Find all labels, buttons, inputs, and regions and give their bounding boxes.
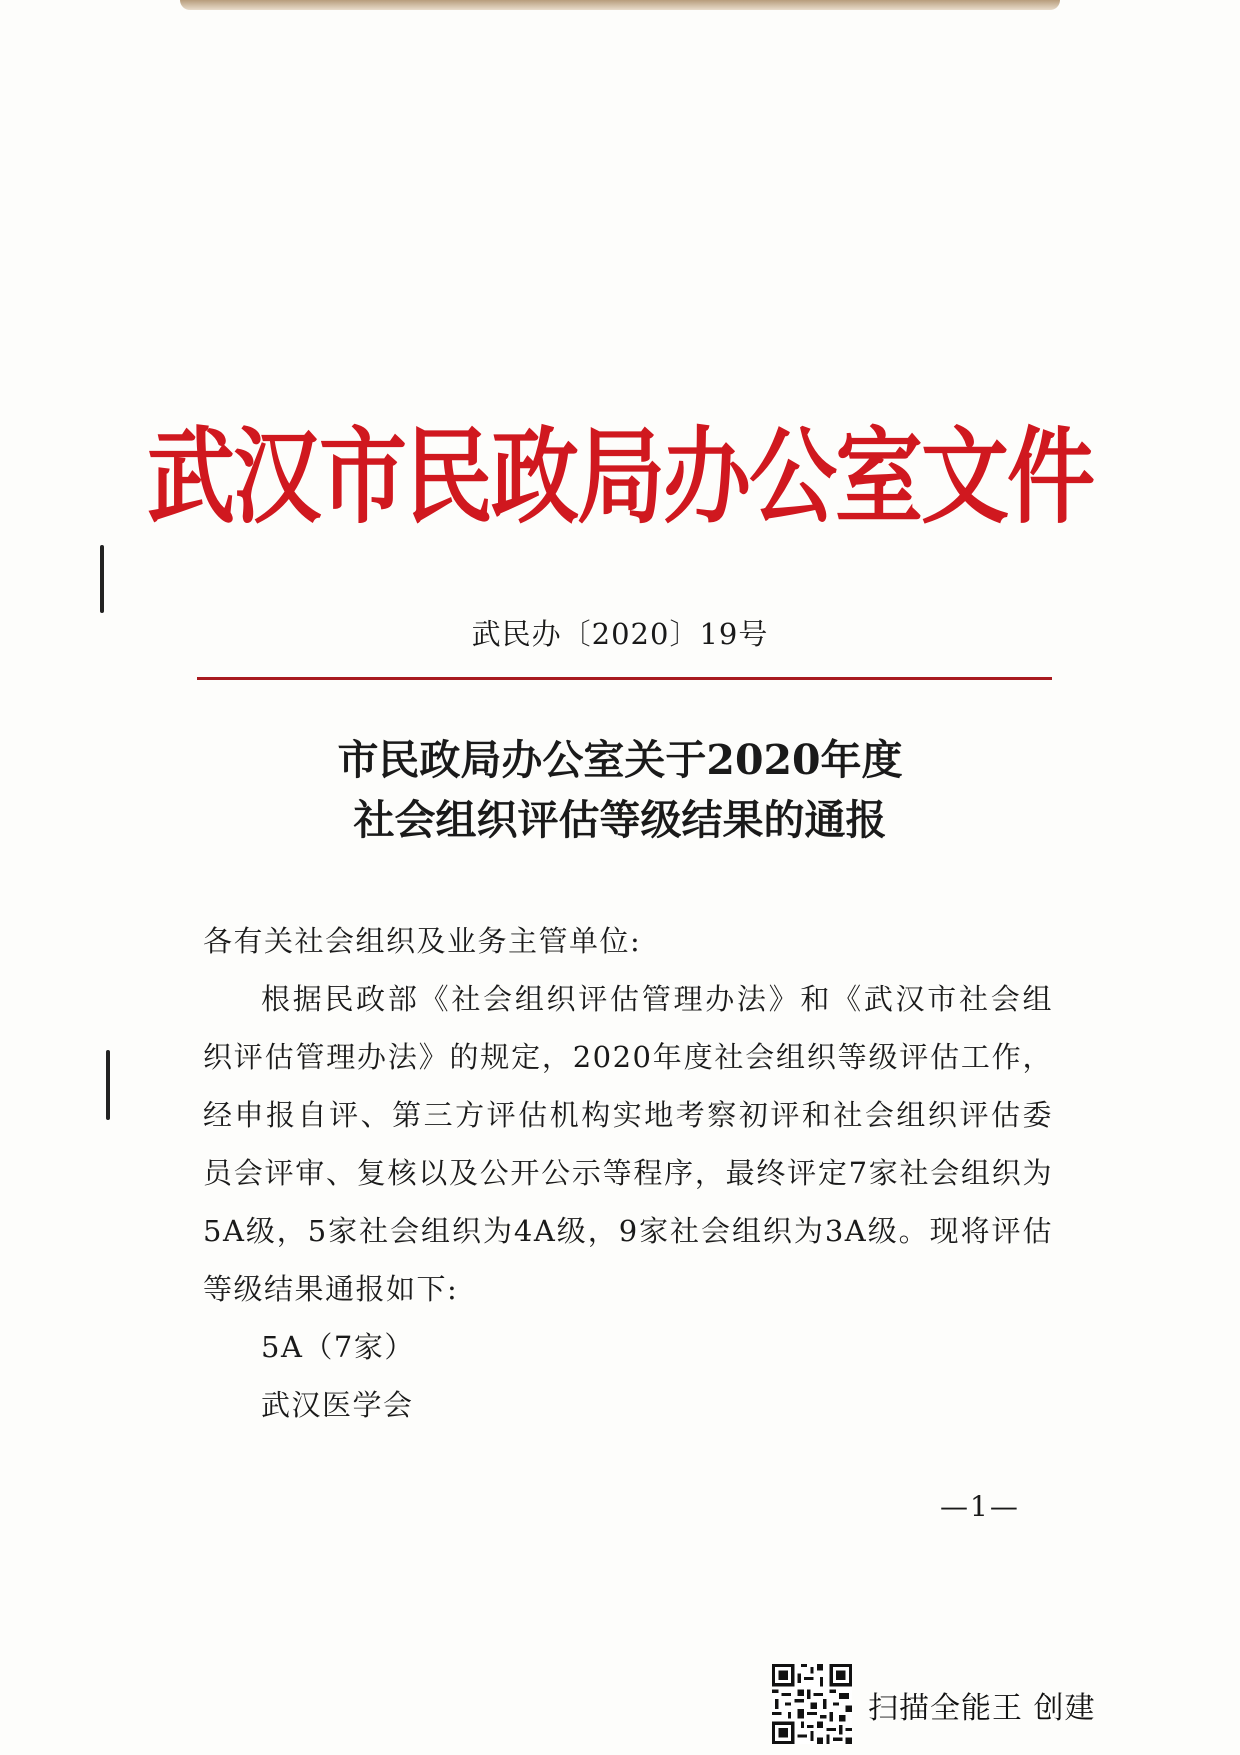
document-body [203,912,1053,1434]
document-header-title: 武汉市民政局办公室文件 [146,416,1093,538]
scan-top-edge [180,0,1060,10]
notice-title [0,730,1240,850]
notice-title-line-1: 市民政局办公室关于2020年度 [337,736,903,784]
red-divider-rule [197,677,1052,680]
binding-mark-lower [106,1050,110,1120]
body-paragraph: 根据民政部《社会组织评估管理办法》和《武汉市社会组织评估管理办法》的规定，2020年度社会组织等级评估工作，经申报自评、第三方评估机构实地考察初评和社会组织评估委员会评审、复核以及公开公示等程序，最终评定7家社会组织为5A级，5家社会组织为4A级，9家社会组织为3A级。现将评估等级结果通报如下: [203,982,1053,1306]
salutation: 各有关社会组织及业务主管单位: [203,924,642,958]
binding-mark-upper [100,545,104,613]
qr-code-icon [772,1664,852,1744]
organization-item: 武汉医学会 [261,1388,414,1422]
page-number: —1— [940,1490,1020,1523]
scanner-watermark-text: 扫描全能王 创建 [868,1691,1096,1726]
grade-heading: 5A（7家） [261,1330,415,1364]
document-number: 武民办〔2020〕19号 [471,617,769,651]
notice-title-line-2: 社会组织评估等级结果的通报 [353,796,887,844]
